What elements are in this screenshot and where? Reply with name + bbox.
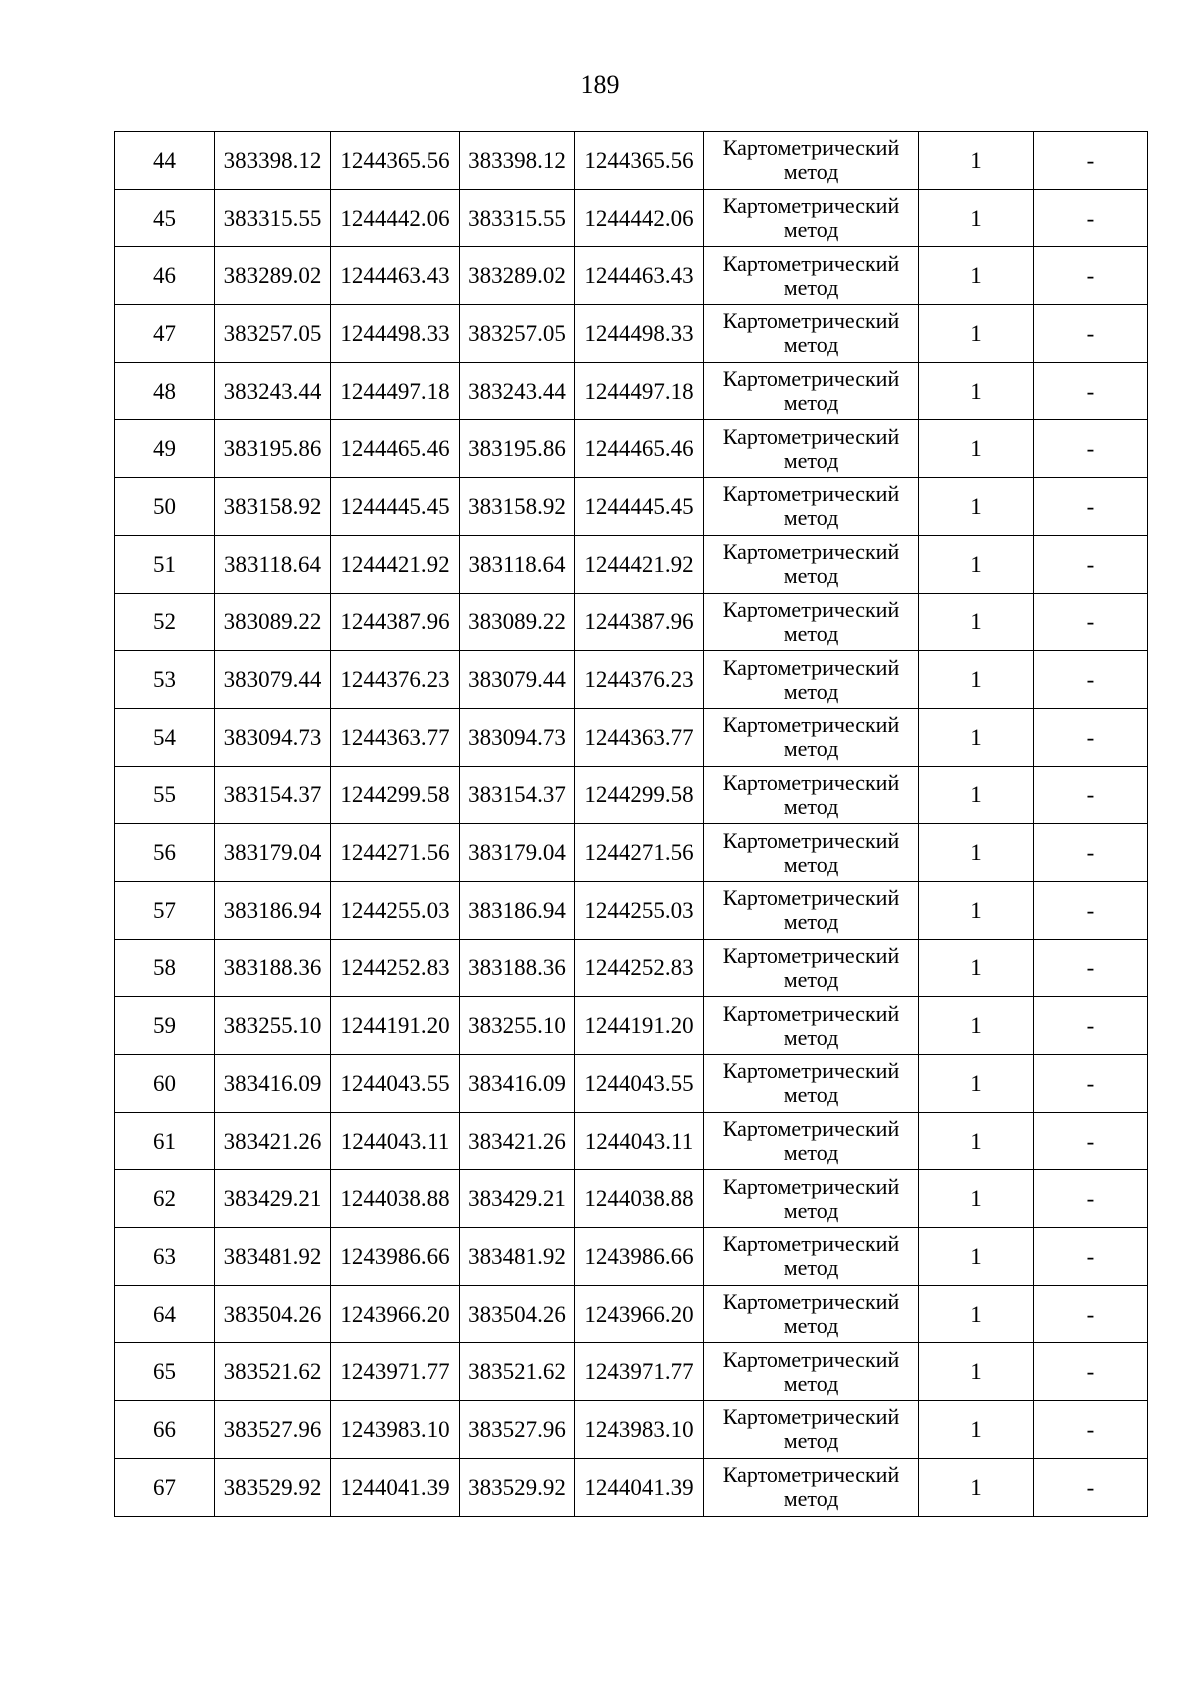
- table-row: [115, 939, 1148, 997]
- accuracy-cell: 1: [919, 247, 1034, 305]
- method-cell: [704, 1170, 919, 1228]
- method-line: метод: [783, 1486, 839, 1512]
- method-line: Картометрический: [722, 1173, 900, 1199]
- x-existing-cell: 383188.36: [215, 939, 331, 997]
- point-number-cell: 62: [115, 1170, 215, 1228]
- x-existing-cell: 383255.10: [215, 997, 331, 1055]
- method-line: метод: [783, 1428, 839, 1454]
- x-refined-cell: 383255.10: [460, 997, 575, 1055]
- y-existing-cell: 1244043.11: [331, 1112, 460, 1170]
- method-cell: [704, 535, 919, 593]
- x-existing-cell: 383118.64: [215, 535, 331, 593]
- y-refined-cell: 1244363.77: [575, 708, 704, 766]
- y-existing-cell: 1244387.96: [331, 593, 460, 651]
- method-line: метод: [783, 1140, 839, 1166]
- page-number: 189: [580, 70, 620, 99]
- point-number-cell: 60: [115, 1055, 215, 1113]
- method-cell: [704, 189, 919, 247]
- y-existing-cell: 1244463.43: [331, 247, 460, 305]
- method-cell: [704, 420, 919, 478]
- x-existing-cell: 383398.12: [215, 132, 331, 190]
- accuracy-cell: 1: [919, 1228, 1034, 1286]
- accuracy-cell: 1: [919, 189, 1034, 247]
- table-row: [115, 766, 1148, 824]
- x-existing-cell: 383289.02: [215, 247, 331, 305]
- method-line: метод: [783, 1313, 839, 1339]
- table-row: [115, 1055, 1148, 1113]
- x-existing-cell: 383079.44: [215, 651, 331, 709]
- y-existing-cell: 1244252.83: [331, 939, 460, 997]
- method-line: Картометрический: [722, 596, 900, 622]
- point-number-cell: 47: [115, 305, 215, 363]
- method-cell: [704, 651, 919, 709]
- method-cell: [704, 1228, 919, 1286]
- point-number-cell: 44: [115, 132, 215, 190]
- y-refined-cell: 1243966.20: [575, 1285, 704, 1343]
- method-cell: [704, 824, 919, 882]
- y-refined-cell: 1244255.03: [575, 881, 704, 939]
- note-cell: -: [1034, 881, 1148, 939]
- y-existing-cell: 1244191.20: [331, 997, 460, 1055]
- x-refined-cell: 383315.55: [460, 189, 575, 247]
- coordinates-table: [114, 131, 1148, 1517]
- accuracy-cell: 1: [919, 1458, 1034, 1516]
- table-row: [115, 1343, 1148, 1401]
- y-refined-cell: 1244041.39: [575, 1458, 704, 1516]
- accuracy-cell: 1: [919, 362, 1034, 420]
- note-cell: -: [1034, 651, 1148, 709]
- y-refined-cell: 1244421.92: [575, 535, 704, 593]
- x-refined-cell: 383529.92: [460, 1458, 575, 1516]
- x-refined-cell: 383188.36: [460, 939, 575, 997]
- method-line: Картометрический: [722, 539, 900, 565]
- point-number-cell: 58: [115, 939, 215, 997]
- y-existing-cell: 1244497.18: [331, 362, 460, 420]
- method-line: Картометрический: [722, 1462, 900, 1488]
- method-line: Картометрический: [722, 423, 900, 449]
- x-existing-cell: 383154.37: [215, 766, 331, 824]
- y-existing-cell: 1244041.39: [331, 1458, 460, 1516]
- accuracy-cell: 1: [919, 1112, 1034, 1170]
- method-line: Картометрический: [722, 1404, 900, 1430]
- accuracy-cell: 1: [919, 1055, 1034, 1113]
- x-refined-cell: 383398.12: [460, 132, 575, 190]
- method-line: метод: [783, 1082, 839, 1108]
- method-line: Картометрический: [722, 942, 900, 968]
- point-number-cell: 53: [115, 651, 215, 709]
- x-existing-cell: 383195.86: [215, 420, 331, 478]
- note-cell: -: [1034, 1170, 1148, 1228]
- point-number-cell: 66: [115, 1401, 215, 1459]
- x-refined-cell: 383527.96: [460, 1401, 575, 1459]
- y-existing-cell: 1244043.55: [331, 1055, 460, 1113]
- y-existing-cell: 1244498.33: [331, 305, 460, 363]
- accuracy-cell: 1: [919, 132, 1034, 190]
- x-existing-cell: 383315.55: [215, 189, 331, 247]
- method-line: метод: [783, 159, 839, 185]
- x-refined-cell: 383089.22: [460, 593, 575, 651]
- y-refined-cell: 1244252.83: [575, 939, 704, 997]
- y-existing-cell: 1244299.58: [331, 766, 460, 824]
- method-line: метод: [783, 909, 839, 935]
- point-number-cell: 59: [115, 997, 215, 1055]
- method-cell: [704, 1112, 919, 1170]
- table-row: [115, 535, 1148, 593]
- method-line: метод: [783, 966, 839, 992]
- accuracy-cell: 1: [919, 824, 1034, 882]
- method-line: Картометрический: [722, 1346, 900, 1372]
- x-refined-cell: 383158.92: [460, 478, 575, 536]
- method-cell: [704, 1343, 919, 1401]
- x-refined-cell: 383257.05: [460, 305, 575, 363]
- method-cell: [704, 708, 919, 766]
- method-line: Картометрический: [722, 1231, 900, 1257]
- note-cell: -: [1034, 997, 1148, 1055]
- x-refined-cell: 383504.26: [460, 1285, 575, 1343]
- method-line: метод: [783, 736, 839, 762]
- point-number-cell: 49: [115, 420, 215, 478]
- x-refined-cell: 383186.94: [460, 881, 575, 939]
- accuracy-cell: 1: [919, 593, 1034, 651]
- table-row: [115, 478, 1148, 536]
- method-cell: [704, 305, 919, 363]
- table-row: [115, 1112, 1148, 1170]
- note-cell: -: [1034, 766, 1148, 824]
- y-refined-cell: 1244387.96: [575, 593, 704, 651]
- table-row: [115, 420, 1148, 478]
- method-cell: [704, 1285, 919, 1343]
- x-existing-cell: 383529.92: [215, 1458, 331, 1516]
- table-row: [115, 593, 1148, 651]
- y-refined-cell: 1244498.33: [575, 305, 704, 363]
- method-cell: [704, 766, 919, 824]
- y-existing-cell: 1243966.20: [331, 1285, 460, 1343]
- method-line: Картометрический: [722, 1289, 900, 1315]
- x-refined-cell: 383421.26: [460, 1112, 575, 1170]
- point-number-cell: 57: [115, 881, 215, 939]
- method-line: метод: [783, 1370, 839, 1396]
- table-row: [115, 1285, 1148, 1343]
- note-cell: -: [1034, 132, 1148, 190]
- accuracy-cell: 1: [919, 1343, 1034, 1401]
- y-refined-cell: 1244043.11: [575, 1112, 704, 1170]
- y-existing-cell: 1244421.92: [331, 535, 460, 593]
- x-refined-cell: 383289.02: [460, 247, 575, 305]
- y-refined-cell: 1243971.77: [575, 1343, 704, 1401]
- method-cell: [704, 362, 919, 420]
- method-cell: [704, 593, 919, 651]
- table-row: [115, 1458, 1148, 1516]
- y-refined-cell: 1244271.56: [575, 824, 704, 882]
- x-existing-cell: 383243.44: [215, 362, 331, 420]
- note-cell: -: [1034, 478, 1148, 536]
- note-cell: -: [1034, 1458, 1148, 1516]
- y-refined-cell: 1244465.46: [575, 420, 704, 478]
- note-cell: -: [1034, 708, 1148, 766]
- y-refined-cell: 1244191.20: [575, 997, 704, 1055]
- method-line: метод: [783, 274, 839, 300]
- method-cell: [704, 247, 919, 305]
- note-cell: -: [1034, 1055, 1148, 1113]
- y-refined-cell: 1244038.88: [575, 1170, 704, 1228]
- method-cell: [704, 478, 919, 536]
- method-line: метод: [783, 620, 839, 646]
- x-existing-cell: 383527.96: [215, 1401, 331, 1459]
- accuracy-cell: 1: [919, 478, 1034, 536]
- x-refined-cell: 383118.64: [460, 535, 575, 593]
- method-cell: [704, 939, 919, 997]
- x-existing-cell: 383179.04: [215, 824, 331, 882]
- method-line: Картометрический: [722, 481, 900, 507]
- table-row: [115, 189, 1148, 247]
- x-refined-cell: 383429.21: [460, 1170, 575, 1228]
- accuracy-cell: 1: [919, 305, 1034, 363]
- accuracy-cell: 1: [919, 1285, 1034, 1343]
- point-number-cell: 61: [115, 1112, 215, 1170]
- note-cell: -: [1034, 305, 1148, 363]
- method-line: метод: [783, 217, 839, 243]
- note-cell: -: [1034, 420, 1148, 478]
- method-line: метод: [783, 505, 839, 531]
- accuracy-cell: 1: [919, 1401, 1034, 1459]
- method-line: метод: [783, 678, 839, 704]
- y-refined-cell: 1244445.45: [575, 478, 704, 536]
- method-cell: [704, 1055, 919, 1113]
- method-line: Картометрический: [722, 135, 900, 161]
- table-row: [115, 708, 1148, 766]
- method-line: Картометрический: [722, 1058, 900, 1084]
- x-existing-cell: 383416.09: [215, 1055, 331, 1113]
- accuracy-cell: 1: [919, 708, 1034, 766]
- point-number-cell: 54: [115, 708, 215, 766]
- x-existing-cell: 383521.62: [215, 1343, 331, 1401]
- y-refined-cell: 1244299.58: [575, 766, 704, 824]
- method-line: Картометрический: [722, 827, 900, 853]
- x-existing-cell: 383089.22: [215, 593, 331, 651]
- y-existing-cell: 1244376.23: [331, 651, 460, 709]
- table-body: [115, 132, 1148, 1517]
- point-number-cell: 45: [115, 189, 215, 247]
- x-existing-cell: 383429.21: [215, 1170, 331, 1228]
- table-row: [115, 305, 1148, 363]
- note-cell: -: [1034, 1112, 1148, 1170]
- method-line: Картометрический: [722, 1000, 900, 1026]
- accuracy-cell: 1: [919, 766, 1034, 824]
- point-number-cell: 65: [115, 1343, 215, 1401]
- point-number-cell: 52: [115, 593, 215, 651]
- y-refined-cell: 1244365.56: [575, 132, 704, 190]
- method-line: Картометрический: [722, 769, 900, 795]
- note-cell: -: [1034, 535, 1148, 593]
- note-cell: -: [1034, 189, 1148, 247]
- table-row: [115, 132, 1148, 190]
- y-existing-cell: 1244442.06: [331, 189, 460, 247]
- y-existing-cell: 1244445.45: [331, 478, 460, 536]
- method-cell: [704, 1401, 919, 1459]
- x-refined-cell: 383195.86: [460, 420, 575, 478]
- y-refined-cell: 1244463.43: [575, 247, 704, 305]
- method-line: Картометрический: [722, 712, 900, 738]
- point-number-cell: 67: [115, 1458, 215, 1516]
- method-line: метод: [783, 851, 839, 877]
- table-row: [115, 881, 1148, 939]
- accuracy-cell: 1: [919, 881, 1034, 939]
- method-line: метод: [783, 1024, 839, 1050]
- point-number-cell: 64: [115, 1285, 215, 1343]
- table-row: [115, 824, 1148, 882]
- y-existing-cell: 1244255.03: [331, 881, 460, 939]
- method-line: метод: [783, 447, 839, 473]
- point-number-cell: 56: [115, 824, 215, 882]
- x-refined-cell: 383079.44: [460, 651, 575, 709]
- x-existing-cell: 383186.94: [215, 881, 331, 939]
- y-refined-cell: 1243986.66: [575, 1228, 704, 1286]
- note-cell: -: [1034, 939, 1148, 997]
- x-existing-cell: 383481.92: [215, 1228, 331, 1286]
- x-existing-cell: 383421.26: [215, 1112, 331, 1170]
- method-line: Картометрический: [722, 308, 900, 334]
- x-refined-cell: 383154.37: [460, 766, 575, 824]
- accuracy-cell: 1: [919, 997, 1034, 1055]
- y-refined-cell: 1244497.18: [575, 362, 704, 420]
- y-existing-cell: 1244365.56: [331, 132, 460, 190]
- method-cell: [704, 132, 919, 190]
- method-line: Картометрический: [722, 193, 900, 219]
- y-existing-cell: 1243986.66: [331, 1228, 460, 1286]
- y-refined-cell: 1244442.06: [575, 189, 704, 247]
- note-cell: -: [1034, 1285, 1148, 1343]
- note-cell: -: [1034, 1228, 1148, 1286]
- y-existing-cell: 1244465.46: [331, 420, 460, 478]
- y-refined-cell: 1243983.10: [575, 1401, 704, 1459]
- point-number-cell: 55: [115, 766, 215, 824]
- x-refined-cell: 383179.04: [460, 824, 575, 882]
- y-existing-cell: 1244271.56: [331, 824, 460, 882]
- point-number-cell: 50: [115, 478, 215, 536]
- table-row: [115, 247, 1148, 305]
- method-line: метод: [783, 390, 839, 416]
- method-line: метод: [783, 1255, 839, 1281]
- y-existing-cell: 1243971.77: [331, 1343, 460, 1401]
- point-number-cell: 46: [115, 247, 215, 305]
- x-refined-cell: 383521.62: [460, 1343, 575, 1401]
- x-refined-cell: 383481.92: [460, 1228, 575, 1286]
- accuracy-cell: 1: [919, 1170, 1034, 1228]
- y-existing-cell: 1243983.10: [331, 1401, 460, 1459]
- method-line: метод: [783, 793, 839, 819]
- method-line: Картометрический: [722, 250, 900, 276]
- accuracy-cell: 1: [919, 651, 1034, 709]
- y-refined-cell: 1244043.55: [575, 1055, 704, 1113]
- x-refined-cell: 383243.44: [460, 362, 575, 420]
- x-existing-cell: 383158.92: [215, 478, 331, 536]
- note-cell: -: [1034, 247, 1148, 305]
- accuracy-cell: 1: [919, 939, 1034, 997]
- x-existing-cell: 383504.26: [215, 1285, 331, 1343]
- x-existing-cell: 383094.73: [215, 708, 331, 766]
- x-refined-cell: 383416.09: [460, 1055, 575, 1113]
- note-cell: -: [1034, 824, 1148, 882]
- x-refined-cell: 383094.73: [460, 708, 575, 766]
- y-existing-cell: 1244363.77: [331, 708, 460, 766]
- x-existing-cell: 383257.05: [215, 305, 331, 363]
- point-number-cell: 51: [115, 535, 215, 593]
- note-cell: -: [1034, 362, 1148, 420]
- table-row: [115, 362, 1148, 420]
- table-row: [115, 997, 1148, 1055]
- method-line: Картометрический: [722, 366, 900, 392]
- table-row: [115, 1228, 1148, 1286]
- method-line: метод: [783, 1197, 839, 1223]
- note-cell: -: [1034, 593, 1148, 651]
- point-number-cell: 63: [115, 1228, 215, 1286]
- accuracy-cell: 1: [919, 535, 1034, 593]
- accuracy-cell: 1: [919, 420, 1034, 478]
- y-existing-cell: 1244038.88: [331, 1170, 460, 1228]
- method-line: Картометрический: [722, 885, 900, 911]
- note-cell: -: [1034, 1343, 1148, 1401]
- table-row: [115, 1401, 1148, 1459]
- method-line: Картометрический: [722, 1116, 900, 1142]
- method-cell: [704, 1458, 919, 1516]
- method-line: Картометрический: [722, 654, 900, 680]
- method-cell: [704, 881, 919, 939]
- y-refined-cell: 1244376.23: [575, 651, 704, 709]
- method-line: метод: [783, 332, 839, 358]
- method-cell: [704, 997, 919, 1055]
- table-row: [115, 1170, 1148, 1228]
- method-line: метод: [783, 563, 839, 589]
- table-row: [115, 651, 1148, 709]
- note-cell: -: [1034, 1401, 1148, 1459]
- point-number-cell: 48: [115, 362, 215, 420]
